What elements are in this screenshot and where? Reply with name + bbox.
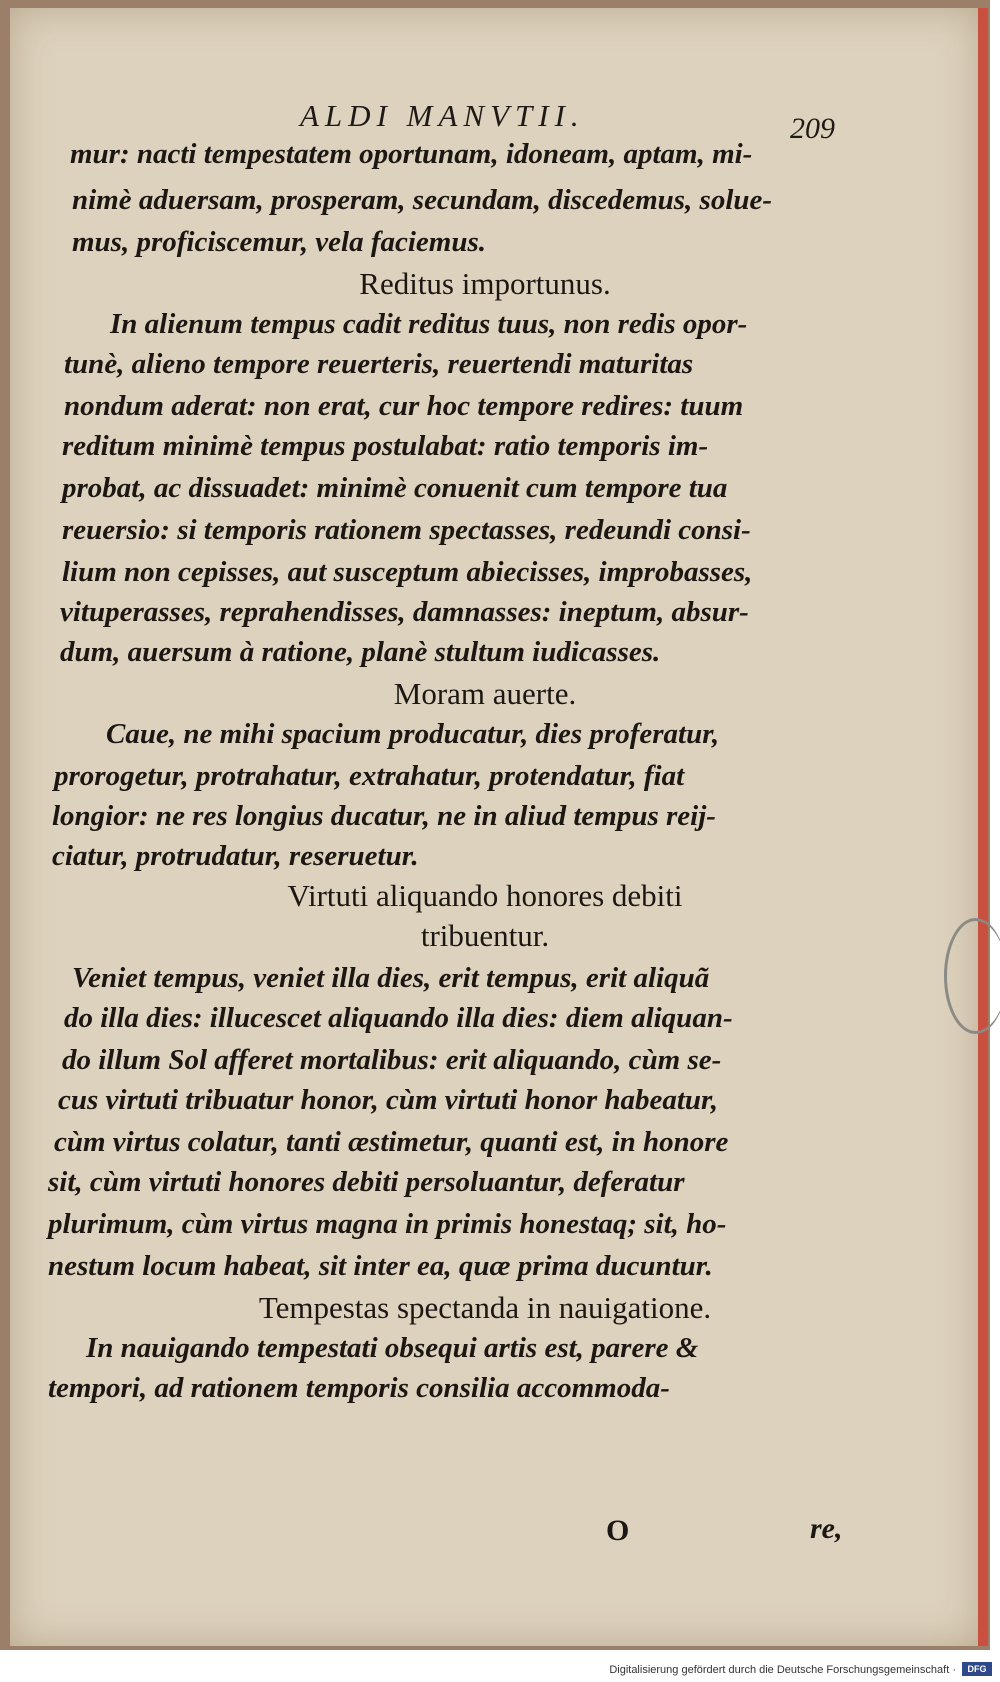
- text-line: mur: nacti tempestatem oportunam, idoneam, aptam, mi-: [70, 138, 753, 170]
- text-line: cùm virtus colatur, tanti æstimetur, quanti est, in honore: [54, 1126, 729, 1158]
- text-line: tunè, alieno tempore reuerteris, reuertendi maturitas: [64, 348, 694, 380]
- text-line: In alienum tempus cadit reditus tuus, non redis opor-: [110, 308, 748, 340]
- text-line: mus, proficiscemur, vela faciemus.: [72, 226, 487, 258]
- text-line: probat, ac dissuadet: minimè conuenit cum tempore tua: [62, 472, 728, 504]
- text-line: vituperasses, reprahendisses, damnasses: ineptum, absur-: [60, 596, 749, 628]
- text-line: do illum Sol afferet mortalibus: erit aliquando, cùm se-: [62, 1044, 722, 1076]
- section-heading: Reditus importunus.: [359, 266, 611, 301]
- text-line: reuersio: si temporis rationem spectasses, redeundi consi-: [62, 514, 751, 546]
- signature-mark: O: [606, 1514, 630, 1547]
- text-line: prorogetur, protrahatur, extrahatur, protendatur, fiat: [54, 760, 685, 792]
- running-head: ALDI MANVTII.: [300, 98, 585, 133]
- text-line: sit, cùm virtuti honores debiti persoluantur, deferatur: [48, 1166, 685, 1198]
- catchword: re,: [810, 1512, 843, 1545]
- digitization-credit: Digitalisierung gefördert durch die Deutsche Forschungsgemeinschaft ·: [609, 1664, 956, 1676]
- text-line: cus virtuti tribuatur honor, cùm virtuti honor habeatur,: [58, 1084, 718, 1116]
- text-line: do illa dies: illucescet aliquando illa dies: diem aliquan-: [64, 1002, 733, 1034]
- dfg-logo: DFG: [962, 1662, 992, 1676]
- text-line: dum, auersum à ratione, planè stultum iudicasses.: [60, 636, 661, 668]
- text-line: Caue, ne mihi spacium producatur, dies proferatur,: [106, 718, 720, 750]
- text-line: nondum aderat: non erat, cur hoc tempore redires: tuum: [64, 390, 744, 422]
- section-heading: Virtuti aliquando honores debiti: [287, 878, 683, 913]
- text-line: nestum locum habeat, sit inter ea, quæ prima ducuntur.: [48, 1250, 713, 1282]
- text-line: nimè aduersam, prosperam, secundam, discedemus, solue-: [72, 184, 773, 216]
- text-line: In nauigando tempestati obsequi artis est, parere &: [86, 1332, 699, 1364]
- text-line: Veniet tempus, veniet illa dies, erit tempus, erit aliquã: [72, 962, 710, 994]
- section-heading: Tempestas spectanda in nauigatione.: [258, 1290, 712, 1325]
- text-line: ciatur, protrudatur, reseruetur.: [52, 840, 419, 872]
- page-edge: [978, 8, 988, 1646]
- text-line: longior: ne res longius ducatur, ne in aliud tempus reij-: [52, 800, 716, 832]
- section-heading: tribuentur.: [420, 918, 550, 953]
- text-line: reditum minimè tempus postulabat: ratio temporis im-: [62, 430, 709, 462]
- text-line: lium non cepisses, aut susceptum abiecisses, improbasses,: [62, 556, 753, 588]
- page-number: 209: [790, 112, 835, 145]
- section-heading: Moram auerte.: [393, 676, 577, 711]
- text-line: plurimum, cùm virtus magna in primis honestaq; sit, ho-: [48, 1208, 727, 1240]
- text-line: tempori, ad rationem temporis consilia accommoda-: [48, 1372, 670, 1404]
